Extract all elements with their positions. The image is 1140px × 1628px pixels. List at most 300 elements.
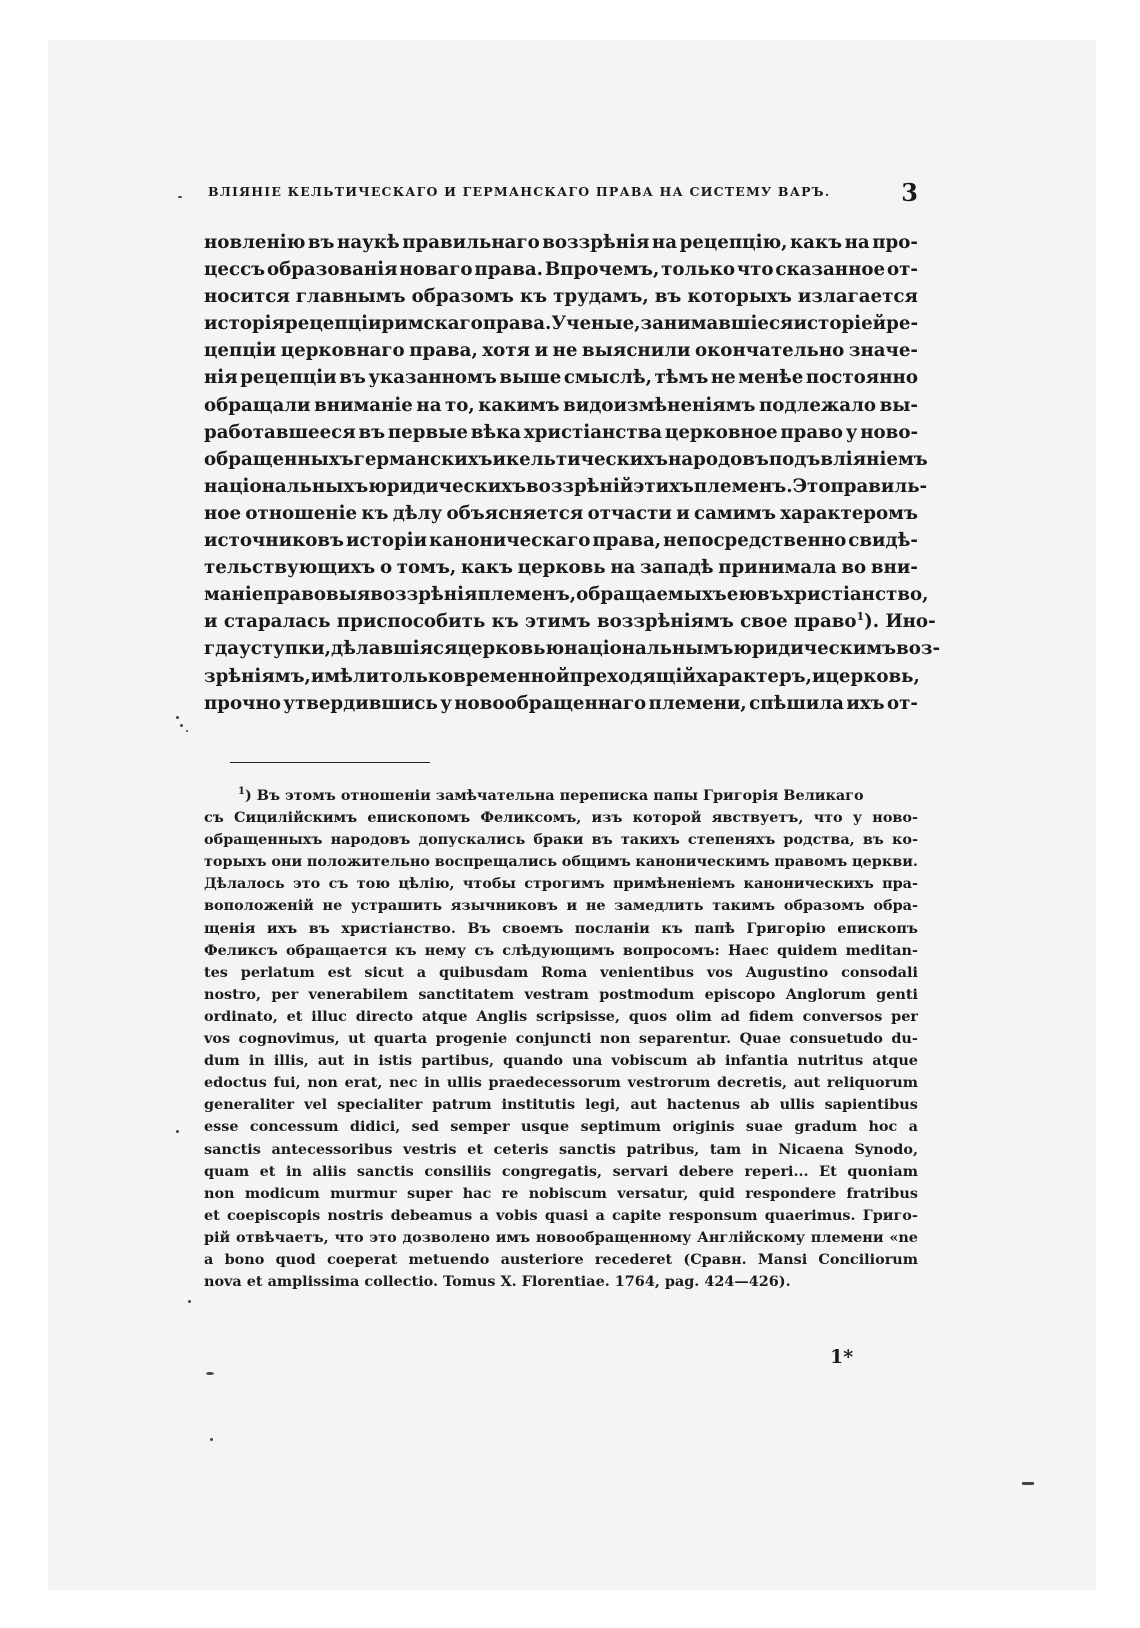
footnote-line: [204, 873, 918, 895]
word: partibus,: [421, 1052, 494, 1070]
word: quam: [204, 1162, 250, 1180]
word: ею: [726, 584, 757, 606]
word: per: [271, 985, 299, 1003]
word: обращаемыхъ: [576, 584, 727, 606]
page-header: [204, 178, 918, 208]
word: у: [852, 809, 863, 827]
word: murmur: [330, 1184, 397, 1202]
text-line: [204, 581, 929, 608]
word: правовыя: [263, 584, 371, 606]
word: reperi...: [744, 1162, 809, 1180]
word: esse: [204, 1118, 239, 1136]
running-title: ВЛІЯНІЕ КЕЛЬТИЧЕСКАГО И ГЕРМАНСКАГО ПРАВА НА СИСТЕМУ ВАРЪ.: [208, 184, 831, 199]
scan-speck: [178, 196, 182, 198]
word: nostris: [327, 1206, 384, 1224]
word: per: [891, 1007, 918, 1025]
word: Это: [792, 475, 831, 497]
word: посланіи: [574, 919, 650, 937]
word: re: [501, 1184, 519, 1202]
word: видоизмѣненіямъ: [563, 394, 756, 416]
word: воззрѣній: [526, 475, 634, 497]
word: воз-: [896, 638, 941, 660]
text-line: [204, 337, 918, 364]
word: Ученые,: [551, 313, 641, 335]
word: западѣ: [640, 557, 714, 579]
word: про-: [872, 232, 918, 253]
word: reliquorum: [826, 1074, 918, 1092]
word: austeriore: [500, 1250, 584, 1268]
word: capite: [612, 1206, 662, 1224]
word: illuc: [311, 1007, 347, 1025]
word: рецепціи: [285, 313, 382, 335]
footnote-line: [204, 1183, 918, 1205]
word: тельствующихъ: [204, 557, 376, 579]
word: conjuncti: [515, 1030, 592, 1048]
word: ullis: [779, 1096, 815, 1114]
word: scripsisse,: [536, 1007, 620, 1025]
word: vestris: [403, 1140, 457, 1158]
word: sapientibus: [824, 1096, 918, 1114]
word: воззрѣнія: [370, 584, 478, 606]
word: antecessoribus: [271, 1140, 393, 1158]
word: и: [566, 897, 578, 915]
word: отчасти: [587, 502, 672, 524]
word: дѣлавшіяся: [330, 638, 458, 660]
word: a: [416, 963, 427, 981]
word: vos: [204, 1030, 231, 1048]
word: quid: [698, 1184, 735, 1202]
word: работавшееся: [204, 421, 356, 443]
word: зрѣніямъ,: [204, 665, 311, 687]
footnote-line: [204, 1094, 918, 1116]
footnote: [204, 785, 918, 1293]
signature-mark: 1*: [830, 1346, 854, 1368]
word: цепціи: [204, 340, 277, 362]
word: debere: [678, 1162, 734, 1180]
word: каноническихъ: [743, 875, 874, 893]
word: non: [599, 1030, 631, 1048]
word: воспрещались: [434, 853, 558, 871]
word: права,: [409, 340, 478, 362]
word: et: [259, 1162, 276, 1180]
word: nobiscum: [528, 1184, 607, 1202]
word: suae: [745, 1118, 783, 1136]
word: consuetudo: [789, 1030, 883, 1048]
word: respondere: [745, 1184, 837, 1202]
word: specialiter: [337, 1096, 423, 1114]
word: вниманіе: [314, 394, 413, 416]
footnote-line: [204, 962, 918, 984]
word: объясняется: [446, 502, 584, 524]
word: германскихъ: [353, 448, 493, 470]
word: Въ: [467, 919, 491, 937]
word: Quae: [739, 1030, 782, 1048]
word: и: [676, 502, 690, 524]
word: dum: [204, 1052, 240, 1070]
word: торыхъ: [204, 853, 267, 871]
word: не: [710, 367, 736, 389]
word: nec: [389, 1074, 418, 1092]
word: gradum: [794, 1118, 858, 1136]
word: съ: [204, 809, 224, 827]
word: національнымъ: [564, 638, 734, 660]
word: aut: [630, 1096, 657, 1114]
word: дозволено: [402, 1228, 490, 1246]
word: ихъ: [846, 692, 885, 714]
word: исторія: [204, 313, 286, 335]
word: in: [353, 1052, 370, 1070]
word: пра-: [882, 875, 918, 893]
word: явствуетъ,: [711, 809, 804, 827]
word: venientibus: [600, 963, 694, 981]
word: племенъ.: [693, 475, 793, 497]
word: новообращенному: [535, 1228, 692, 1246]
word: права,: [592, 530, 662, 552]
text-line: [204, 283, 918, 310]
word: юридическимъ: [733, 638, 897, 660]
word: vobis: [495, 1206, 538, 1224]
word: на: [610, 557, 636, 579]
word: юридическихъ: [368, 475, 527, 497]
word: рій: [204, 1228, 231, 1246]
word: племени,: [648, 692, 747, 714]
word: ordinato,: [204, 1007, 278, 1025]
word: только: [379, 665, 454, 687]
word: от-: [887, 692, 918, 714]
word: infantia: [724, 1052, 789, 1070]
word: каноническаго: [429, 530, 591, 552]
word: маніе: [204, 584, 264, 606]
word: рецепціи: [240, 367, 337, 389]
word: вопросомъ:: [622, 941, 720, 959]
footnote-line: [204, 1050, 918, 1072]
word: племенъ,: [477, 584, 577, 606]
footnote-line: [204, 984, 918, 1006]
word: a: [595, 1206, 605, 1224]
word: вни-: [870, 557, 918, 579]
word: atque: [872, 1052, 918, 1070]
word: hoc: [868, 1118, 898, 1136]
word: fui,: [273, 1074, 301, 1092]
word: тою: [356, 875, 391, 893]
word: съ: [328, 875, 349, 893]
text-line: [204, 392, 918, 419]
word: quarta: [373, 1030, 428, 1048]
word: своемъ: [502, 919, 564, 937]
word: это: [293, 875, 321, 893]
word: ко-: [892, 831, 918, 849]
word: обращали: [204, 394, 311, 416]
word: спѣшила: [749, 692, 844, 714]
text-line: [204, 635, 941, 662]
word: ab: [696, 1052, 716, 1070]
word: и: [534, 340, 549, 362]
word: usque: [520, 1118, 570, 1136]
word: ново-: [872, 809, 918, 827]
word: Nicaena: [778, 1140, 844, 1158]
word: nutritus: [797, 1052, 864, 1070]
text-line: [204, 256, 918, 283]
word: въ: [339, 367, 366, 389]
word: хотя: [482, 340, 531, 362]
word: права.: [474, 259, 543, 281]
scan-speck: [176, 716, 179, 719]
word: утвердившись: [283, 692, 438, 714]
word: postmodum: [599, 985, 695, 1003]
footnote-line: [204, 918, 918, 940]
footnote-line: [204, 1205, 918, 1227]
word: къ: [661, 919, 683, 937]
footnote-line: [204, 1028, 918, 1050]
word: источниковъ: [204, 530, 344, 552]
word: decretis,: [717, 1074, 787, 1092]
word: вліяніемъ: [820, 448, 928, 470]
word: consodali: [841, 963, 918, 981]
word: in: [248, 1052, 265, 1070]
word: отношеніе: [245, 502, 358, 524]
word: sanctis: [204, 1140, 261, 1158]
word: выше: [499, 367, 562, 389]
word: quibusdam: [438, 963, 529, 981]
word: ullis: [446, 1074, 482, 1092]
word: не: [552, 340, 578, 362]
word: ре-: [886, 313, 918, 335]
word: vestrorum: [627, 1074, 711, 1092]
word: sed: [411, 1118, 439, 1136]
word: vel: [304, 1096, 328, 1114]
word: aut: [317, 1052, 345, 1070]
word: занимавшіеся: [640, 313, 794, 335]
word: это: [369, 1228, 397, 1246]
word: рецепцію,: [679, 232, 788, 253]
word: coepiscopis: [227, 1206, 321, 1224]
word: modicum: [244, 1184, 320, 1202]
word: примѣненіемъ: [612, 875, 736, 893]
word: къ: [361, 502, 389, 524]
word: воззрѣнія: [542, 232, 650, 253]
word: Григорію: [746, 919, 826, 937]
word: patrum: [432, 1096, 492, 1114]
word: aliis: [312, 1162, 347, 1180]
footnote-line: [204, 895, 918, 917]
word: гда: [204, 638, 240, 660]
word: наукѣ: [337, 232, 400, 253]
word: responsum: [668, 1206, 758, 1224]
word: quod: [275, 1250, 316, 1268]
word: Сицилійскимъ: [234, 809, 358, 827]
word: допускались: [418, 831, 526, 849]
word: coeperat: [327, 1250, 398, 1268]
word: устрашить: [350, 897, 443, 915]
text-line-start: и старалась приспособить къ этимъ воззрѣніямъ свое право: [204, 611, 857, 633]
word: съ: [474, 941, 495, 959]
word: имѣли: [310, 665, 380, 687]
word: церковь: [517, 557, 606, 579]
word: nostro,: [204, 985, 262, 1003]
word: они: [271, 853, 303, 871]
word: quasi: [544, 1206, 589, 1224]
word: ceteris: [493, 1140, 549, 1158]
word: ut: [348, 1030, 366, 1048]
word: новаго: [399, 259, 473, 281]
text-line: [204, 310, 918, 337]
text-line: [204, 690, 918, 717]
word: самимъ: [694, 502, 776, 524]
word: правильнаго: [402, 232, 540, 253]
word: строгимъ: [524, 875, 605, 893]
footnote-line: [204, 851, 918, 873]
page-number: 3: [901, 178, 918, 207]
word: ново-: [860, 421, 918, 443]
word: правомъ: [774, 853, 848, 871]
word: образомъ: [411, 286, 514, 308]
word: церкви.: [851, 853, 918, 871]
word: recederet: [594, 1250, 673, 1268]
word: отвѣчаетъ,: [236, 1228, 329, 1246]
word: aut: [793, 1074, 821, 1092]
scan-speck: [210, 1438, 213, 1441]
word: епископомъ: [367, 809, 471, 827]
word: genti: [876, 985, 918, 1003]
word: ab: [750, 1096, 770, 1114]
word: исторіей: [793, 313, 887, 335]
word: во: [841, 557, 867, 579]
word: общимъ: [561, 853, 631, 871]
word: которой: [632, 809, 702, 827]
word: Феликсъ: [204, 941, 278, 959]
word: quidem: [777, 941, 838, 959]
word: separentur.: [638, 1030, 732, 1048]
word: Roma: [541, 963, 588, 981]
word: Впрочемъ,: [544, 259, 660, 281]
word: et: [286, 1007, 303, 1025]
word: didici,: [349, 1118, 401, 1136]
word: in: [286, 1162, 302, 1180]
word: Haec: [728, 941, 769, 959]
word: вы-: [879, 394, 918, 416]
word: tam: [709, 1140, 742, 1158]
word: степеняхъ: [687, 831, 776, 849]
word: consiliis: [424, 1162, 492, 1180]
word: у: [845, 421, 858, 443]
scan-speck: [206, 1372, 214, 1375]
word: нія: [204, 367, 238, 389]
word: meditan-: [845, 941, 918, 959]
word: Augustino: [745, 963, 829, 981]
word: римскаго: [381, 313, 483, 335]
word: что: [813, 809, 843, 827]
word: цѣлію,: [398, 875, 455, 893]
word: подъ: [768, 448, 821, 470]
text-line-with-footnote-ref: [204, 608, 936, 635]
word: Conciliorum: [818, 1250, 918, 1268]
word: исторіи: [345, 530, 428, 552]
footnote-line: [204, 1116, 918, 1138]
word: quaerimus.: [764, 1206, 856, 1224]
word: du-: [891, 1030, 918, 1048]
word: (Сравн.: [683, 1250, 747, 1268]
word: кельтическихъ: [506, 448, 669, 470]
footnote-line: [204, 1249, 918, 1271]
text-line-end: ). Ино-: [864, 611, 936, 633]
word: христіанства: [523, 421, 663, 443]
word: томъ,: [396, 557, 457, 579]
word: «ne: [889, 1228, 918, 1246]
scan-speck: [180, 724, 183, 727]
word: указанномъ: [368, 367, 497, 389]
word: менѣе: [738, 367, 804, 389]
word: progenie: [435, 1030, 508, 1048]
word: semper: [450, 1118, 510, 1136]
word: какъ: [790, 232, 843, 253]
word: sanctis: [559, 1140, 616, 1158]
word: въ: [654, 286, 682, 308]
word: смыслѣ,: [563, 367, 652, 389]
footnote-line: [204, 807, 918, 829]
footnote-line: [204, 1227, 918, 1249]
word: vestram: [524, 985, 589, 1003]
footnote-line: [204, 1006, 918, 1028]
word: новленію: [204, 232, 306, 253]
word: hactenus: [666, 1096, 741, 1114]
word: народовъ: [330, 831, 411, 849]
word: право: [780, 421, 843, 443]
word: носится: [204, 286, 290, 308]
footnote-reference[interactable]: 1: [856, 610, 865, 624]
word: этихъ: [633, 475, 694, 497]
word: свидѣ-: [848, 530, 918, 552]
word: hac: [462, 1184, 492, 1202]
word: praedecessorum: [488, 1074, 621, 1092]
word: vobiscum: [611, 1052, 688, 1070]
word: каноническимъ: [635, 853, 770, 871]
word: debeamus: [390, 1206, 473, 1224]
footnote-line: [204, 1139, 918, 1161]
text-line: [204, 229, 918, 256]
word: in: [424, 1074, 441, 1092]
word: прочно: [204, 692, 281, 714]
word: христіанство,: [783, 584, 929, 606]
word: atque: [421, 1007, 468, 1025]
word: quoniam: [847, 1162, 918, 1180]
word: что: [334, 1228, 364, 1246]
word: fratribus: [846, 1184, 918, 1202]
word: и: [811, 665, 826, 687]
word: слѣдующимъ: [502, 941, 615, 959]
word: уступки,: [239, 638, 331, 660]
footnote-line: nova et amplissima collectio. Tomus X. Florentiae. 1764, pag. 424—426).: [204, 1273, 791, 1291]
word: права.: [482, 313, 552, 335]
word: у: [440, 692, 452, 714]
word: такимъ: [712, 897, 776, 915]
word: въ: [756, 584, 784, 606]
word: имъ: [495, 1228, 531, 1246]
word: versatur,: [617, 1184, 689, 1202]
word: на: [651, 232, 678, 253]
word: щенія: [204, 919, 256, 937]
footnote-line-text: ) Въ этомъ отношеніи замѣчательна переписка папы Григорія Великаго: [244, 787, 864, 804]
word: браки: [533, 831, 584, 849]
word: Англійскому: [697, 1228, 805, 1246]
word: образованія: [266, 259, 398, 281]
word: Anglis: [476, 1007, 528, 1025]
word: concessum: [249, 1118, 339, 1136]
footnote-line: [204, 1161, 918, 1183]
word: originis: [672, 1118, 735, 1136]
word: въ: [862, 831, 884, 849]
word: и: [492, 448, 506, 470]
word: на: [416, 394, 442, 416]
